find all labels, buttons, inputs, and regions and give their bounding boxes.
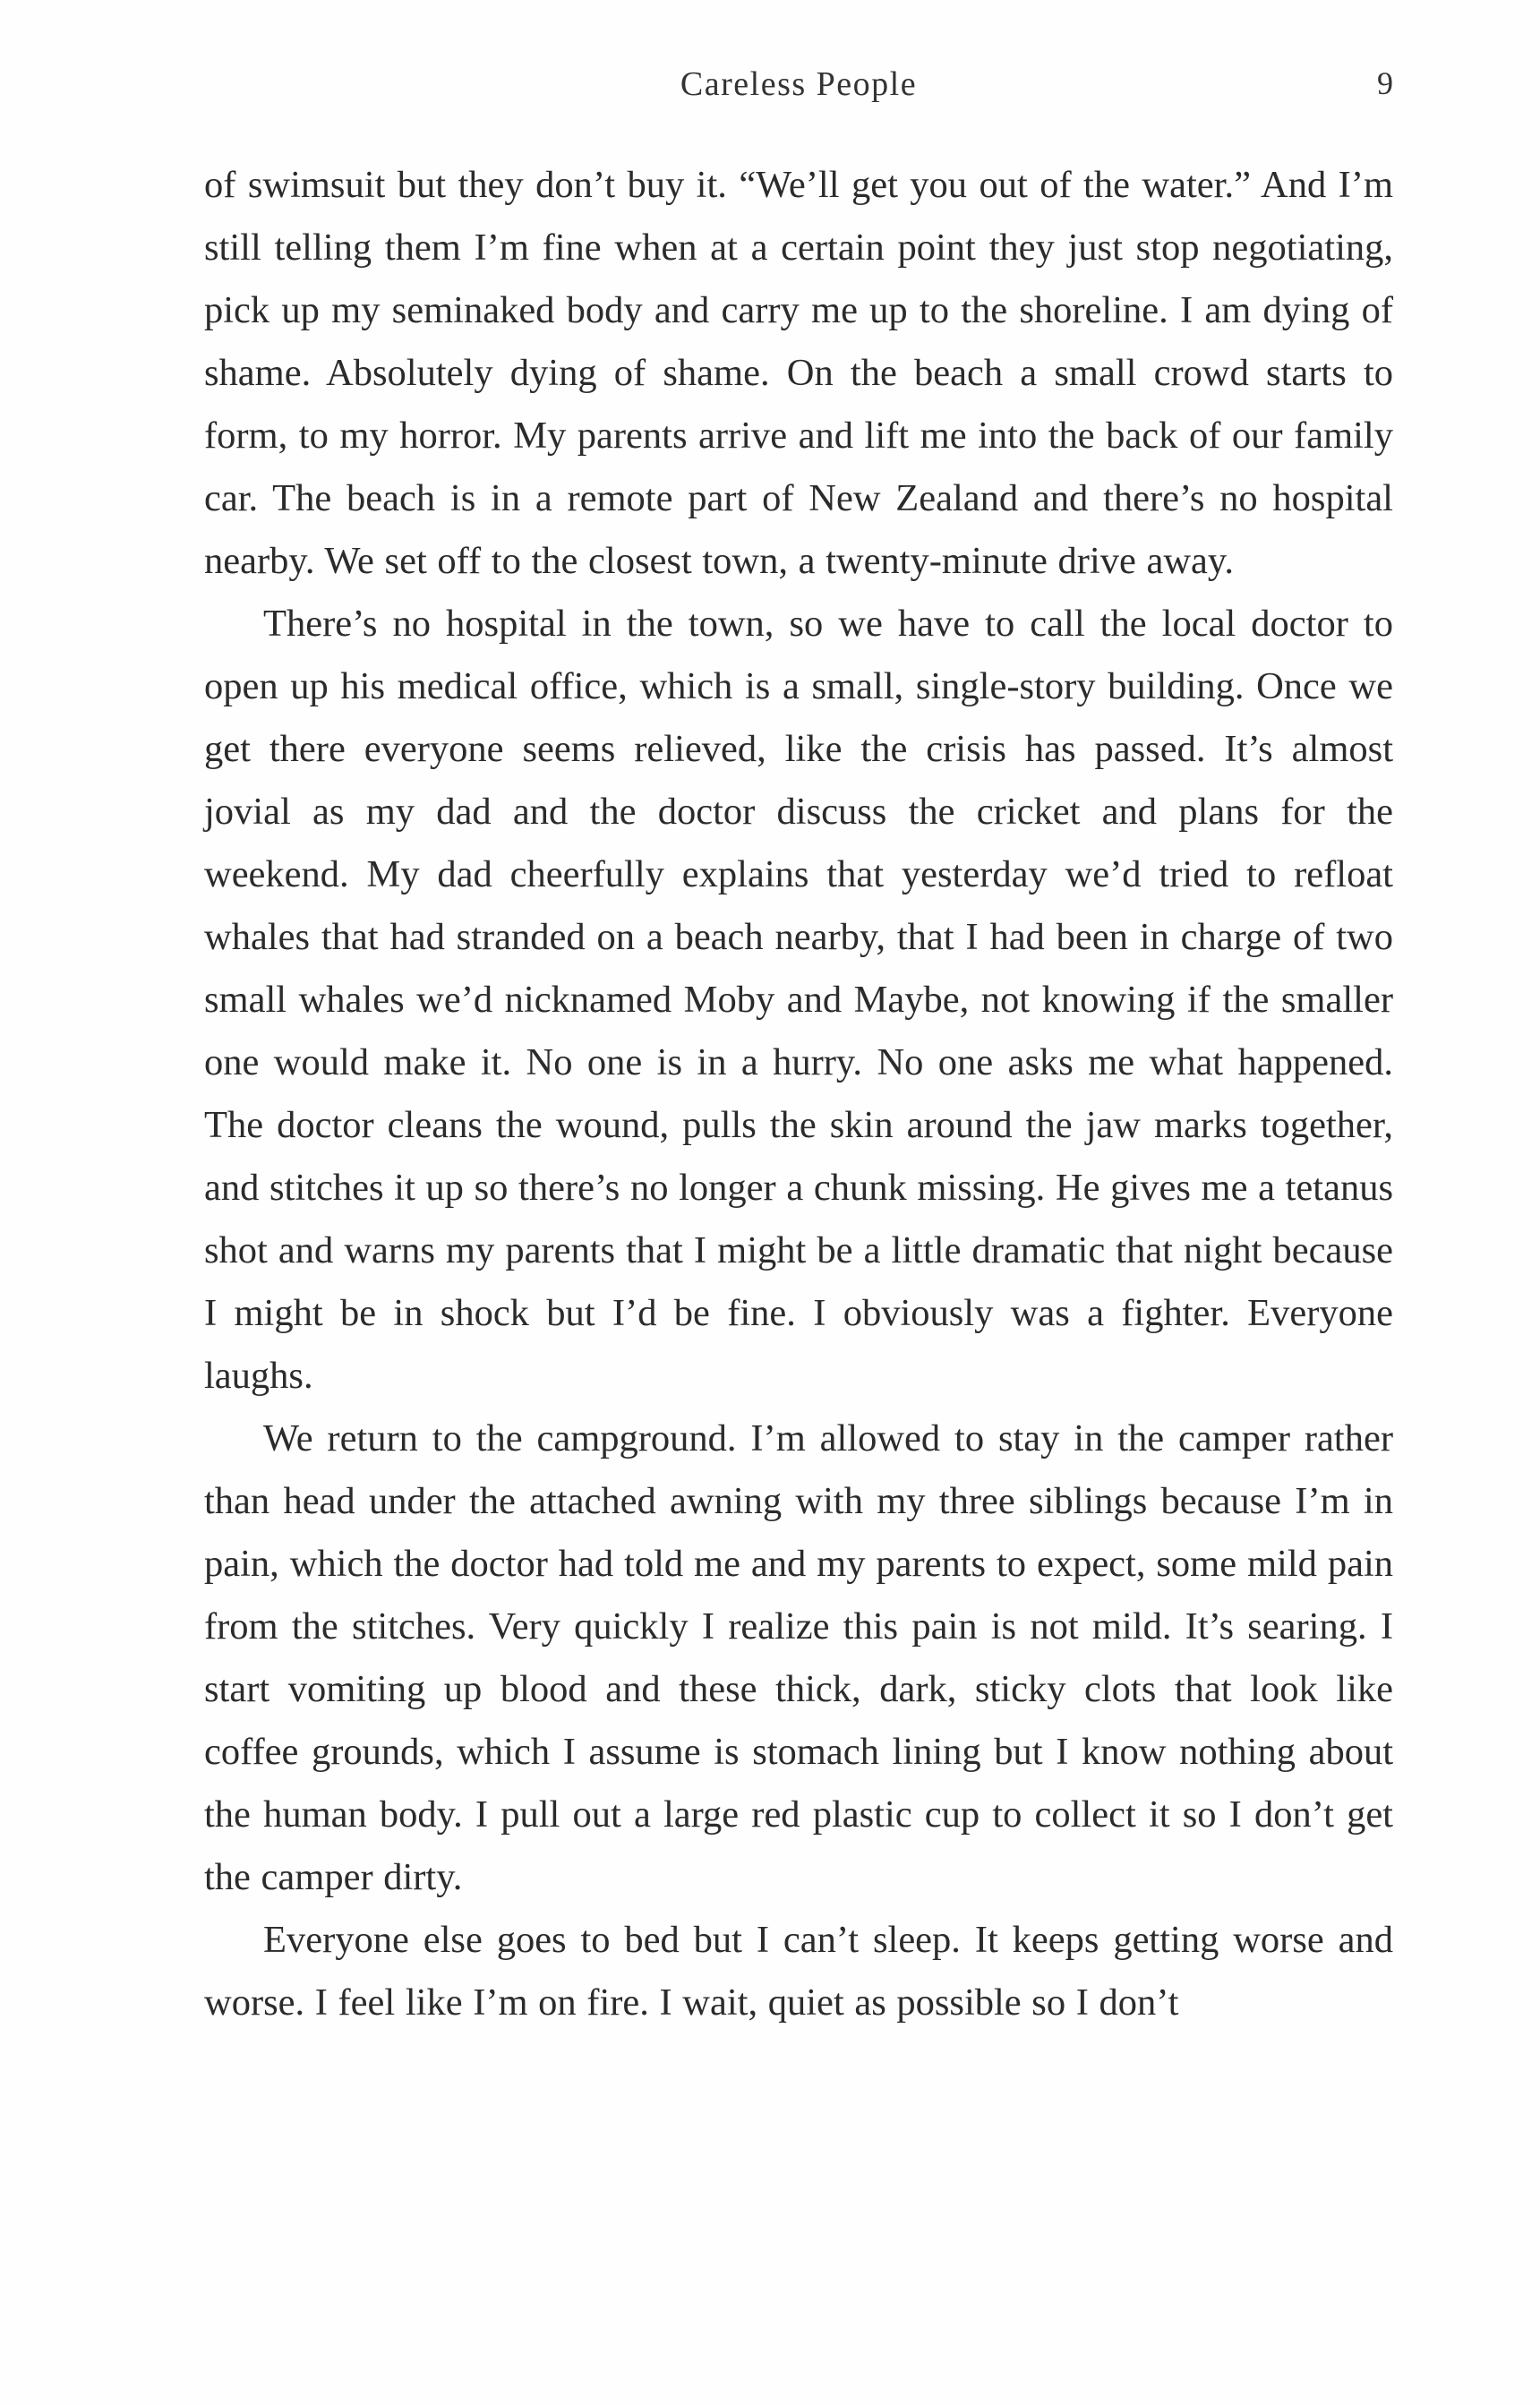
paragraph-1: of swimsuit but they don’t buy it. “We’ll get you out of the water.” And I’m still telling them I’m fine when at a certain point they just stop negotiating, pick up my seminaked body and carry me up to the shoreline. I am dying of shame. Absolutely dying of shame. On the beach a small crowd starts to form, to my horror. My parents arrive and lift me into the back of our family car. The beach is in a remote part of New Zealand and there’s no hospital nearby. We set off to the closest town, a twenty-minute drive away. <box>204 164 1393 582</box>
running-title: Careless People <box>680 65 918 103</box>
page-number: 9 <box>1377 65 1393 101</box>
running-head <box>204 64 1393 118</box>
paragraph-2: There’s no hospital in the town, so we have to call the local doctor to open up his medical office, which is a small, single-story building. Once we get there everyone seems relieved, like the crisis has passed. It’s almost jovial as my dad and the doctor discuss the cricket and plans for the weekend. My dad cheerfully explains that yesterday we’d tried to refloat whales that had stranded on a beach nearby, that I had been in charge of two small whales we’d nicknamed Moby and Maybe, not knowing if the smaller one would make it. No one is in a hurry. No one asks me what happened. The doctor cleans the wound, pulls the skin around the jaw marks together, and stitches it up so there’s no longer a chunk missing. He gives me a tetanus shot and warns my parents that I might be a little dramatic that night because I might be in shock but I’d be fine. I obviously was a fighter. Everyone laughs. <box>204 603 1393 1397</box>
paragraph-4: Everyone else goes to bed but I can’t sleep. It keeps getting worse and worse. I feel like I’m on fire. I wait, quiet as possible so I don’t <box>204 1919 1393 2024</box>
body-text <box>204 154 1393 2034</box>
paragraph-3: We return to the campground. I’m allowed to stay in the camper rather than head under the attached awning with my three siblings because I’m in pain, which the doctor had told me and my parents to expect, some mild pain from the stitches. Very quickly I realize this pain is not mild. It’s searing. I start vomiting up blood and these thick, dark, sticky clots that look like coffee grounds, which I assume is stomach lining but I know nothing about the human body. I pull out a large red plastic cup to collect it so I don’t get the camper dirty. <box>204 1417 1393 1898</box>
